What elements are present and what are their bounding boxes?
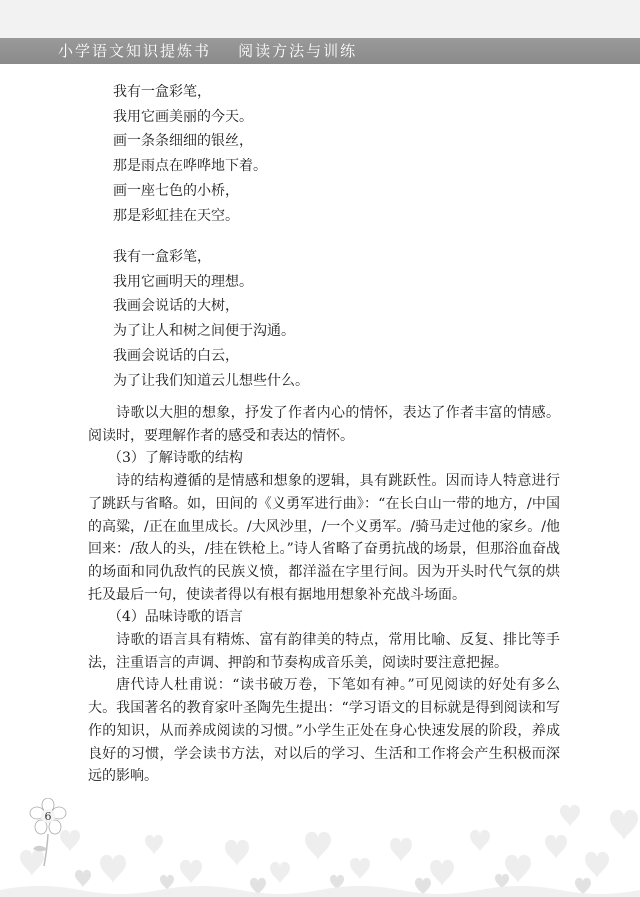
paragraph: 诗歌以大胆的想象，抒发了作者内心的情怀，表达了作者丰富的情感。阅读时，要理解作者的感受和表达的情怀。 — [88, 405, 560, 444]
body-text — [88, 402, 560, 788]
page-number: 6 — [44, 810, 52, 823]
poem-line: 我画会说话的白云， — [113, 347, 239, 364]
poem-line: 画一条条细细的银丝， — [113, 133, 253, 150]
poem-line: 我用它画美丽的今天。 — [113, 108, 253, 125]
paragraph: 诗歌的语言具有精炼、富有韵律美的特点，常用比喻、反复、排比等手法，注重语言的声调、押韵和节奏构成音乐美，阅读时要注意把握。 — [88, 632, 560, 671]
flower-icon — [28, 798, 68, 868]
poem-line: 我画会说话的大树， — [113, 298, 239, 315]
poem-line: 为了让我们知道云儿想些什么。 — [113, 372, 309, 389]
paragraph: 诗的结构遵循的是情感和想象的逻辑，具有跳跃性。因而诗人特意进行了跳跃与省略。如，田间的《义勇军进行曲》：“在长白山一带的地方，/中国的高粱，/正在血里成长。/大风沙里，/一个义勇军。/骑马走过他的家乡。/他回来：/敌人的头，/挂在铁枪上。”诗人省略了奋勇抗战的场景，但那浴血奋战的场面和同仇敌忾的民族义愤，都洋溢在字里行间。因为开头时代气氛的烘托及最后一句，使读者得以有根有据地用想象补充战斗场面。 — [88, 473, 560, 603]
heart-pattern-decoration — [0, 790, 640, 897]
section-heading: （3）了解诗歌的结构 — [108, 450, 243, 467]
paragraph: 唐代诗人杜甫说：“读书破万卷，下笔如有神。”可见阅读的好处有多么大。我国著名的教育家叶圣陶先生提出：“学习语文的目标就是得到阅读和写作的知识，从而养成阅读的习惯。”小学生正处在身心快速发展的阶段，养成良好的习惯，学会读书方法，对以后的学习、生活和工作将会产生积极而深远的影响。 — [88, 677, 560, 785]
poem-stanza-1 — [113, 80, 267, 228]
poem-line: 我有一盒彩笔， — [113, 249, 211, 265]
poem-line: 我用它画明天的理想。 — [113, 273, 253, 290]
book-title: 小学语文知识提炼书 阅读方法与训练 — [58, 42, 358, 60]
section-heading: （4）品味诗歌的语言 — [108, 609, 243, 626]
poem-line: 那是雨点在哗哗地下着。 — [113, 158, 267, 175]
poem-line: 我有一盒彩笔， — [113, 84, 211, 100]
top-margin — [0, 0, 640, 38]
poem-line: 那是彩虹挂在天空。 — [113, 207, 239, 224]
poem-stanza-2 — [113, 245, 309, 393]
poem-line: 为了让人和树之间便于沟通。 — [113, 323, 295, 340]
poem-line: 画一座七色的小桥， — [113, 182, 239, 199]
